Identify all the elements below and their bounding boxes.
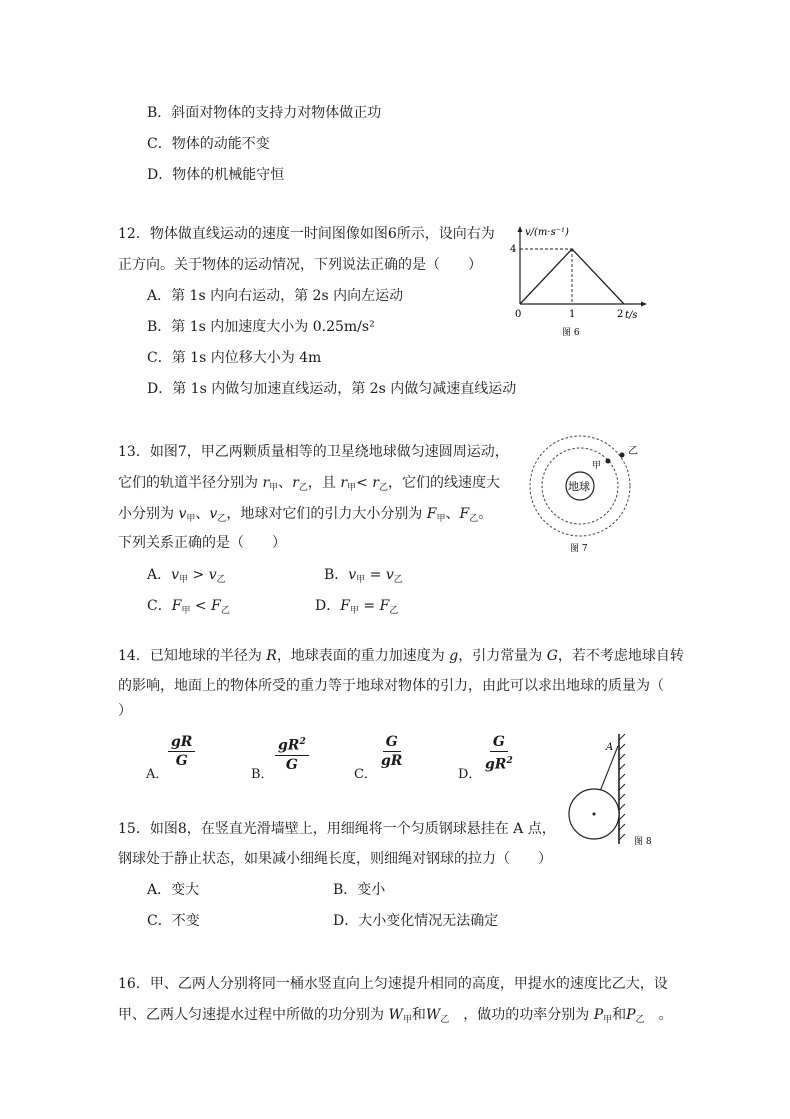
q12-option-c: C．第 1s 内位移大小为 4m [147,350,322,366]
label-jia: 甲 [592,461,602,471]
q11-option-b: B．斜面对物体的支持力对物体做正功 [147,105,382,121]
q15-option-c: C．不变 [147,913,200,929]
label-yi: 乙 [628,446,638,457]
q13-stem-line4: 下列关系正确的是（ ） [118,535,286,551]
fig6-tick-x2: 2 [617,309,624,320]
fig7-caption: 图 7 [570,544,588,554]
q15-stem-line2: 钢球处于静止状态，如果减小细绳长度，则细绳对钢球的拉力（ ） [118,851,552,867]
q14-fraction-b: $\frac{gR^2}{G}$ [275,733,309,774]
figure-8-ball-on-wall [568,732,660,850]
q14-fraction-d: $\frac{G}{gR^2}$ [485,734,513,773]
q13-stem-line3: 小分别为 $v_甲$、$v_乙$，地球对它们的引力大小分别为 $F_甲$、$F_乙$。 [118,506,493,524]
q12-stem-line2: 正方向。关于物体的运动情况，下列说法正确的是（ ） [118,257,482,273]
fig6-caption: 图 6 [562,328,580,338]
q16-stem-line1: 16．甲、乙两人分别将同一桶水竖直向上匀速提升相同的高度，甲提水的速度比乙大，设 [118,976,668,992]
satellite-jia [606,459,611,464]
fig6-origin: 0 [515,309,522,320]
q13-option-a: A．$v_甲 > v_乙$ [147,567,226,585]
figure-7-satellite-orbits [528,428,644,560]
fig6-tick-x1: 1 [569,309,576,320]
q12-option-a: A．第 1s 内向右运动，第 2s 内向左运动 [147,288,404,304]
q14-stem-line1: 14．已知地球的半径为 R，地球表面的重力加速度为 g，引力常量为 G，若不考虑地球自转 [118,648,684,664]
fig6-ylabel: v/(m·s⁻¹) [525,227,569,238]
fig8-caption: 图 8 [634,837,652,847]
q14-stem-line3: ） [118,703,132,719]
wall-hatching [619,734,625,844]
q14-stem-line2: 的影响，地面上的物体所受的重力等于地球对物体的引力，由此可以求出地球的质量为（ [118,678,664,694]
q12-option-d: D．第 1s 内做匀加速直线运动，第 2s 内做匀减速直线运动 [147,381,517,397]
earth-label: 地球 [568,480,590,493]
q11-option-c: C．物体的动能不变 [147,136,270,152]
ball-center [593,813,596,816]
q12-stem-line1: 12．物体做直线运动的速度一时间图像如图6所示，设向右为 [118,226,495,242]
satellite-yi [620,453,625,458]
figure-6-vt-graph [508,222,658,342]
q15-option-d: D．大小变化情况无法确定 [333,913,499,929]
q12-option-b: B．第 1s 内加速度大小为 0.25m/s² [147,319,375,335]
q13-option-c: C．$F_甲 < F_乙$ [147,598,230,616]
q13-stem-line1: 13．如图7，甲乙两颗质量相等的卫星绕地球做匀速圆周运动， [118,444,509,460]
q14-fraction-c: $\frac{G}{gR}$ [381,734,403,769]
fig6-y-arrow [518,226,523,232]
fig6-xlabel: t/s [625,310,638,321]
q11-option-d: D．物体的机械能守恒 [147,167,285,183]
q16-stem-line2: 甲、乙两人匀速提水过程中所做的功分别为 $W_甲$和$W_乙$ ，做功的功率分别为 $P_甲$和$P_乙$ 。 [118,1007,673,1025]
q13-option-d: D．$F_甲 = F_乙$ [315,598,399,616]
point-a-label: A [606,742,614,753]
q15-option-b: B．变小 [333,882,386,898]
fig6-x-arrow [641,302,647,307]
q13-option-b: B．$v_甲 = v_乙$ [324,567,403,585]
q14-fraction-a: $\frac{gR}{G}$ [168,733,195,770]
q13-stem-line2: 它们的轨道半径分别为 $r_甲$、$r_乙$，且 $r_甲< r_乙$，它们的线速度大 [118,475,500,493]
fig6-tick-y: 4 [510,244,517,255]
q15-option-a: A．变大 [147,882,200,898]
q15-stem-line1: 15．如图8，在竖直光滑墙壁上，用细绳将一个匀质钢球悬挂在 A 点， [118,821,556,837]
